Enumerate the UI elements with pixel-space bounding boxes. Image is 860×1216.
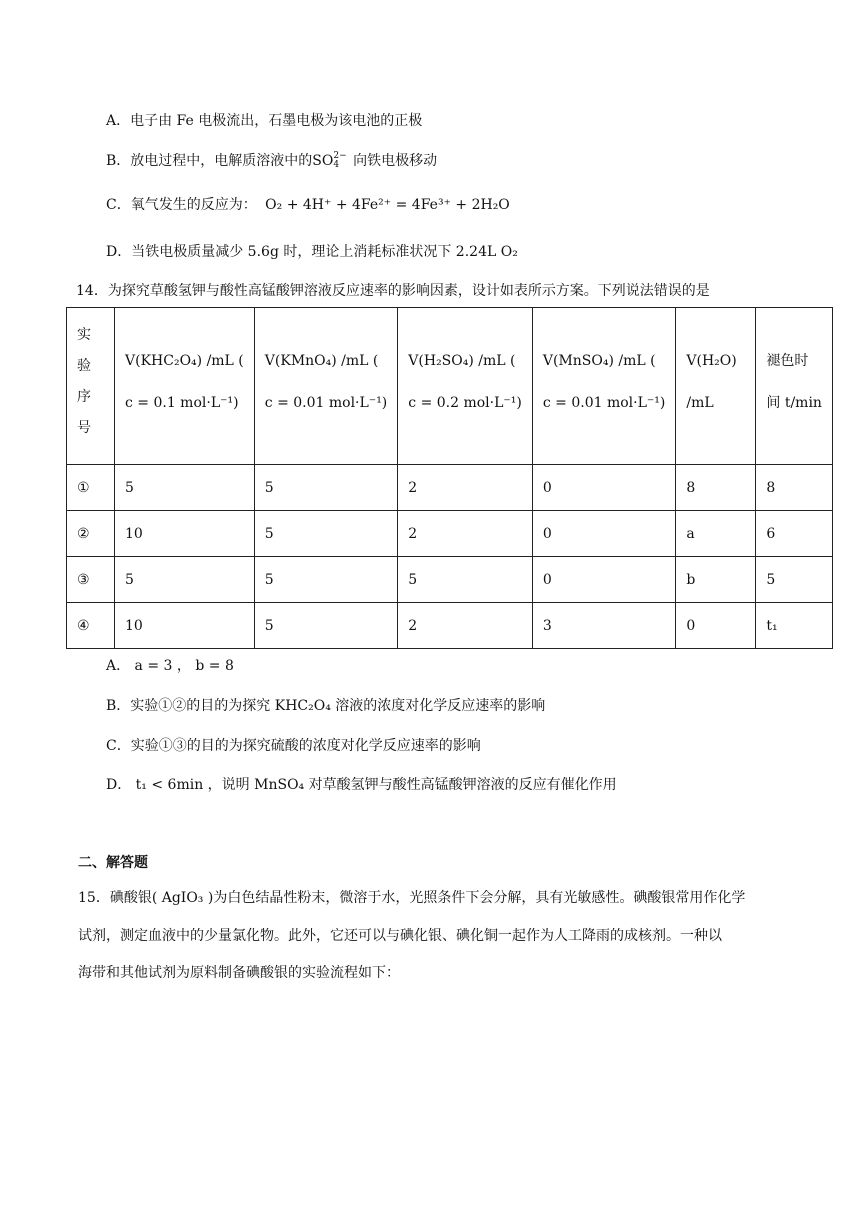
cell-khc2o4: 5 xyxy=(115,465,255,511)
cell-kmno4: 5 xyxy=(254,465,398,511)
cell-mnso4: 0 xyxy=(532,557,676,603)
cell-water: a xyxy=(676,511,756,557)
header-seq xyxy=(67,308,115,465)
header-kmno4 xyxy=(254,308,398,465)
q13-option-b xyxy=(106,151,437,171)
cell-h2so4: 2 xyxy=(398,603,533,649)
cell-seq: ② xyxy=(67,511,115,557)
q15-text-line: 15．碘酸银( AgIO₃ )为白色结晶性粉末，微溶于水，光照条件下会分解，具有光敏感性。碘酸银常用作化学 xyxy=(78,890,746,906)
cell-water: 0 xyxy=(676,603,756,649)
header-seq-char: 序 xyxy=(77,389,91,405)
header-mnso4 xyxy=(532,308,676,465)
sulfate-ion: SO xyxy=(312,153,334,169)
q14-option-b: B．实验①②的目的为探究 KHC₂O₄ 溶液的浓度对化学反应速率的影响 xyxy=(106,698,546,714)
header-seq-char: 号 xyxy=(77,420,91,436)
sulfate-ion-scripts xyxy=(333,152,346,170)
cell-h2so4: 2 xyxy=(398,465,533,511)
q13-option-c xyxy=(106,195,510,215)
header-water xyxy=(676,308,756,465)
sulfate-charge: 2− xyxy=(333,151,347,161)
cell-khc2o4: 10 xyxy=(115,603,255,649)
header-kmno4-volume: V(KMnO₄) /mL ( xyxy=(264,353,379,369)
cell-water: 8 xyxy=(676,465,756,511)
q13-option-b-text: B．放电过程中，电解质溶液中的 xyxy=(106,153,313,169)
cell-mnso4: 3 xyxy=(532,603,676,649)
q14-stem: 14．为探究草酸氢钾与酸性高锰酸钾溶液反应速率的影响因素，设计如表所示方案。下列说法错误的是 xyxy=(76,283,710,299)
header-mnso4-conc: c = 0.01 mol·L⁻¹) xyxy=(542,395,666,411)
header-fade-time-line2: 间 t/min xyxy=(766,395,822,411)
header-khc2o4-volume: V(KHC₂O₄) /mL ( xyxy=(125,353,244,369)
cell-kmno4: 5 xyxy=(254,557,398,603)
cell-time: 8 xyxy=(756,465,833,511)
experiment-table xyxy=(66,307,833,649)
cell-h2so4: 5 xyxy=(398,557,533,603)
q13-option-d: D．当铁电极质量减少 5.6g 时，理论上消耗标准状况下 2.24L O₂ xyxy=(106,244,518,260)
header-water-volume: V(H₂O) xyxy=(686,353,737,369)
header-khc2o4 xyxy=(115,308,255,465)
table-row xyxy=(67,603,833,649)
header-mnso4-volume: V(MnSO₄) /mL ( xyxy=(542,353,656,369)
cell-time: t₁ xyxy=(756,603,833,649)
header-khc2o4-conc: c = 0.1 mol·L⁻¹) xyxy=(125,395,239,411)
cell-water: b xyxy=(676,557,756,603)
q14-option-a: A． a = 3 ， b = 8 xyxy=(106,658,234,674)
header-kmno4-conc: c = 0.01 mol·L⁻¹) xyxy=(264,395,388,411)
header-seq-char: 实 xyxy=(77,327,91,343)
table-row xyxy=(67,465,833,511)
cell-khc2o4: 10 xyxy=(115,511,255,557)
header-water-unit: /mL xyxy=(686,395,714,411)
cell-time: 6 xyxy=(756,511,833,557)
header-h2so4-volume: V(H₂SO₄) /mL ( xyxy=(408,353,516,369)
sulfate-subscript: 4 xyxy=(333,160,340,170)
cell-seq: ③ xyxy=(67,557,115,603)
header-h2so4-conc: c = 0.2 mol·L⁻¹) xyxy=(408,395,522,411)
header-seq-char: 验 xyxy=(77,358,91,374)
cell-seq: ④ xyxy=(67,603,115,649)
cell-kmno4: 5 xyxy=(254,511,398,557)
cell-mnso4: 0 xyxy=(532,465,676,511)
cell-time: 5 xyxy=(756,557,833,603)
cell-h2so4: 2 xyxy=(398,511,533,557)
q15-text-line: 海带和其他试剂为原料制备碘酸银的实验流程如下： xyxy=(78,965,400,981)
table-header-row xyxy=(67,308,833,465)
q14-option-d: D． t₁ < 6min ，说明 MnSO₄ 对草酸氢钾与酸性高锰酸钾溶液的反应有催化作用 xyxy=(106,777,617,793)
section-title: 二、解答题 xyxy=(78,855,148,871)
oxygen-reaction-equation: O₂ + 4H⁺ + 4Fe²⁺ = 4Fe³⁺ + 2H₂O xyxy=(265,197,510,213)
cell-mnso4: 0 xyxy=(532,511,676,557)
q13-option-c-text: C．氧气发生的反应为： xyxy=(106,197,257,213)
header-h2so4 xyxy=(398,308,533,465)
table-row xyxy=(67,511,833,557)
header-fade-time-line1: 褪色时 xyxy=(766,353,809,369)
header-fade-time xyxy=(756,308,833,465)
cell-kmno4: 5 xyxy=(254,603,398,649)
q13-option-a: A．电子由 Fe 电极流出，石墨电极为该电池的正极 xyxy=(106,113,423,129)
q14-option-c: C．实验①③的目的为探究硫酸的浓度对化学反应速率的影响 xyxy=(106,738,481,754)
q15-text-line: 试剂，测定血液中的少量氯化物。此外，它还可以与碘化银、碘化铜一起作为人工降雨的成核剂。一种以 xyxy=(78,928,722,944)
q13-option-b-tail: 向铁电极移动 xyxy=(348,153,438,169)
cell-khc2o4: 5 xyxy=(115,557,255,603)
table-row xyxy=(67,557,833,603)
cell-seq: ① xyxy=(67,465,115,511)
